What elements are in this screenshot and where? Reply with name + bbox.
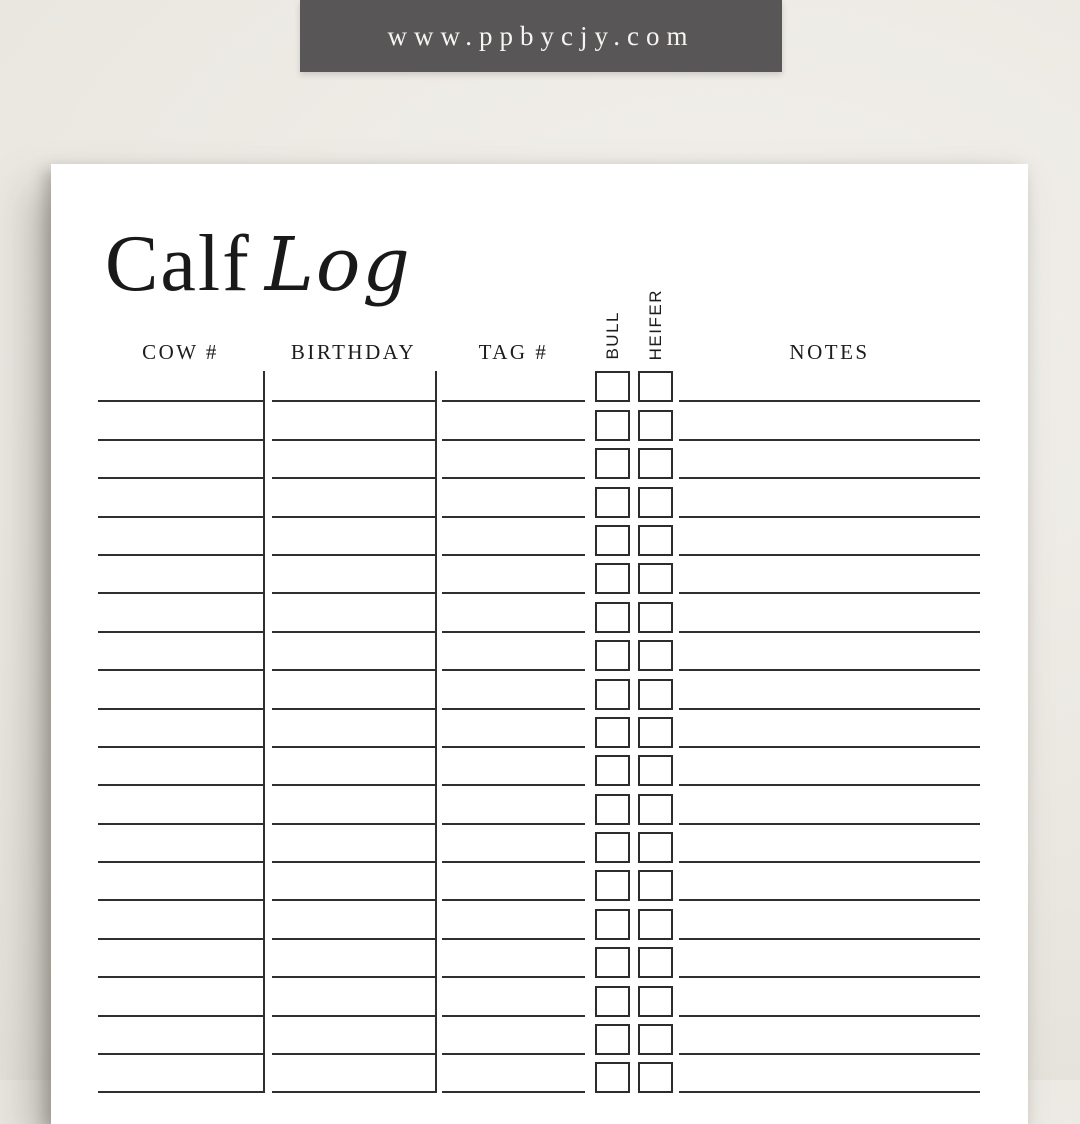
heifer-checkbox[interactable]: [638, 794, 673, 825]
notes-field[interactable]: [679, 710, 980, 748]
tag-number-field[interactable]: [442, 479, 585, 517]
heifer-checkbox[interactable]: [638, 717, 673, 748]
bull-checkbox[interactable]: [595, 947, 630, 978]
heifer-checkbox[interactable]: [638, 525, 673, 556]
tag-number-field[interactable]: [442, 786, 585, 824]
tag-number-field[interactable]: [442, 594, 585, 632]
notes-field[interactable]: [679, 518, 980, 556]
birthday-field[interactable]: [272, 594, 435, 632]
notes-field[interactable]: [679, 556, 980, 594]
tag-number-field[interactable]: [442, 748, 585, 786]
birthday-field[interactable]: [272, 1017, 435, 1055]
column-divider: [263, 402, 265, 440]
birthday-field[interactable]: [272, 479, 435, 517]
table-row: [51, 825, 1028, 863]
column-divider: [263, 863, 265, 901]
birthday-field[interactable]: [272, 556, 435, 594]
bull-checkbox[interactable]: [595, 870, 630, 901]
heifer-checkbox[interactable]: [638, 947, 673, 978]
tag-number-field[interactable]: [442, 556, 585, 594]
column-divider: [435, 940, 437, 978]
column-divider: [435, 825, 437, 863]
column-divider: [263, 825, 265, 863]
bull-checkbox[interactable]: [595, 717, 630, 748]
column-divider: [263, 556, 265, 594]
title-word-calf: Calf: [105, 220, 251, 308]
notes-field[interactable]: [679, 441, 980, 479]
column-divider: [435, 786, 437, 824]
bull-checkbox[interactable]: [595, 371, 630, 402]
notes-field[interactable]: [679, 364, 980, 402]
column-header-bull: [595, 276, 630, 364]
cow-number-field[interactable]: [98, 556, 263, 594]
column-divider: [435, 901, 437, 939]
table-row: [51, 364, 1028, 402]
page-title: [105, 220, 412, 308]
column-divider: [263, 594, 265, 632]
column-header-birthday: BIRTHDAY: [290, 340, 417, 364]
column-divider: [263, 748, 265, 786]
notes-field[interactable]: [679, 671, 980, 709]
notes-field[interactable]: [679, 594, 980, 632]
column-divider: [435, 1055, 437, 1093]
birthday-field[interactable]: [272, 978, 435, 1016]
tag-number-field[interactable]: [442, 671, 585, 709]
table-row: [51, 633, 1028, 671]
table-row: [51, 402, 1028, 440]
tag-number-field[interactable]: [442, 825, 585, 863]
notes-field[interactable]: [679, 1017, 980, 1055]
birthday-field[interactable]: [272, 786, 435, 824]
table-row: [51, 594, 1028, 632]
heifer-checkbox[interactable]: [638, 410, 673, 441]
notes-field[interactable]: [679, 479, 980, 517]
notes-field[interactable]: [679, 901, 980, 939]
cow-number-field[interactable]: [98, 479, 263, 517]
column-divider: [435, 556, 437, 594]
cow-number-field[interactable]: [98, 748, 263, 786]
column-header-heifer-label: HEIFER: [645, 288, 665, 360]
log-table: [51, 364, 1028, 1093]
notes-field[interactable]: [679, 748, 980, 786]
notes-field[interactable]: [679, 978, 980, 1016]
tag-number-field[interactable]: [442, 901, 585, 939]
cow-number-field[interactable]: [98, 786, 263, 824]
bull-checkbox[interactable]: [595, 1062, 630, 1093]
birthday-field[interactable]: [272, 1055, 435, 1093]
column-divider: [263, 1055, 265, 1093]
cow-number-field[interactable]: [98, 633, 263, 671]
cow-number-field[interactable]: [98, 1055, 263, 1093]
tag-number-field[interactable]: [442, 940, 585, 978]
birthday-field[interactable]: [272, 710, 435, 748]
heifer-checkbox[interactable]: [638, 832, 673, 863]
heifer-checkbox[interactable]: [638, 1024, 673, 1055]
bull-checkbox[interactable]: [595, 487, 630, 518]
watermark-banner: [300, 0, 782, 72]
notes-field[interactable]: [679, 402, 980, 440]
bull-checkbox[interactable]: [595, 640, 630, 671]
heifer-checkbox[interactable]: [638, 563, 673, 594]
heifer-checkbox[interactable]: [638, 909, 673, 940]
column-divider: [435, 1017, 437, 1055]
column-divider: [263, 901, 265, 939]
column-divider: [263, 1017, 265, 1055]
column-header-notes: NOTES: [789, 340, 870, 364]
cow-number-field[interactable]: [98, 671, 263, 709]
birthday-field[interactable]: [272, 901, 435, 939]
birthday-field[interactable]: [272, 441, 435, 479]
heifer-checkbox[interactable]: [638, 755, 673, 786]
bull-checkbox[interactable]: [595, 1024, 630, 1055]
bull-checkbox[interactable]: [595, 563, 630, 594]
cow-number-field[interactable]: [98, 594, 263, 632]
table-row: [51, 441, 1028, 479]
tag-number-field[interactable]: [442, 633, 585, 671]
table-row: [51, 671, 1028, 709]
bull-checkbox[interactable]: [595, 679, 630, 710]
column-divider: [435, 402, 437, 440]
column-divider: [263, 518, 265, 556]
birthday-field[interactable]: [272, 518, 435, 556]
heifer-checkbox[interactable]: [638, 679, 673, 710]
column-divider: [435, 748, 437, 786]
cow-number-field[interactable]: [98, 518, 263, 556]
heifer-checkbox[interactable]: [638, 1062, 673, 1093]
column-divider: [263, 479, 265, 517]
bull-checkbox[interactable]: [595, 525, 630, 556]
birthday-field[interactable]: [272, 364, 435, 402]
cow-number-field[interactable]: [98, 364, 263, 402]
column-header-heifer: [638, 264, 673, 364]
tag-number-field[interactable]: [442, 710, 585, 748]
bull-checkbox[interactable]: [595, 602, 630, 633]
bull-checkbox[interactable]: [595, 986, 630, 1017]
column-divider: [435, 978, 437, 1016]
column-divider: [263, 978, 265, 1016]
tag-number-field[interactable]: [442, 402, 585, 440]
cow-number-field[interactable]: [98, 1017, 263, 1055]
column-divider: [435, 371, 437, 402]
bull-checkbox[interactable]: [595, 909, 630, 940]
notes-field[interactable]: [679, 1055, 980, 1093]
tag-number-field[interactable]: [442, 364, 585, 402]
heifer-checkbox[interactable]: [638, 602, 673, 633]
column-divider: [263, 633, 265, 671]
notes-field[interactable]: [679, 825, 980, 863]
table-row: [51, 748, 1028, 786]
cow-number-field[interactable]: [98, 402, 263, 440]
heifer-checkbox[interactable]: [638, 986, 673, 1017]
birthday-field[interactable]: [272, 863, 435, 901]
table-row: [51, 518, 1028, 556]
column-divider: [435, 594, 437, 632]
tag-number-field[interactable]: [442, 441, 585, 479]
cow-number-field[interactable]: [98, 825, 263, 863]
bull-checkbox[interactable]: [595, 448, 630, 479]
table-row: [51, 1017, 1028, 1055]
website-url: www.ppbycjy.com: [387, 20, 695, 51]
column-divider: [435, 479, 437, 517]
cow-number-field[interactable]: [98, 901, 263, 939]
cow-number-field[interactable]: [98, 978, 263, 1016]
cow-number-field[interactable]: [98, 710, 263, 748]
table-row: [51, 479, 1028, 517]
column-divider: [435, 518, 437, 556]
table-row: [51, 863, 1028, 901]
heifer-checkbox[interactable]: [638, 640, 673, 671]
column-divider: [435, 633, 437, 671]
column-divider: [263, 441, 265, 479]
heifer-checkbox[interactable]: [638, 487, 673, 518]
tag-number-field[interactable]: [442, 1055, 585, 1093]
table-row: [51, 978, 1028, 1016]
tag-number-field[interactable]: [442, 1017, 585, 1055]
column-divider: [263, 786, 265, 824]
column-divider: [263, 671, 265, 709]
column-divider: [435, 441, 437, 479]
tag-number-field[interactable]: [442, 978, 585, 1016]
heifer-checkbox[interactable]: [638, 448, 673, 479]
column-divider: [435, 863, 437, 901]
column-header-bull-label: BULL: [602, 311, 622, 360]
tag-number-field[interactable]: [442, 863, 585, 901]
notes-field[interactable]: [679, 633, 980, 671]
cow-number-field[interactable]: [98, 441, 263, 479]
birthday-field[interactable]: [272, 825, 435, 863]
table-row: [51, 786, 1028, 824]
notes-field[interactable]: [679, 863, 980, 901]
table-row: [51, 901, 1028, 939]
table-row: [51, 940, 1028, 978]
notes-field[interactable]: [679, 940, 980, 978]
column-divider: [263, 940, 265, 978]
birthday-field[interactable]: [272, 402, 435, 440]
column-divider: [263, 710, 265, 748]
column-divider: [435, 671, 437, 709]
table-row: [51, 556, 1028, 594]
tag-number-field[interactable]: [442, 518, 585, 556]
bull-checkbox[interactable]: [595, 755, 630, 786]
column-divider: [263, 371, 265, 402]
title-word-log: Log: [264, 222, 412, 308]
bull-checkbox[interactable]: [595, 410, 630, 441]
notes-field[interactable]: [679, 786, 980, 824]
table-row: [51, 1055, 1028, 1093]
cow-number-field[interactable]: [98, 863, 263, 901]
birthday-field[interactable]: [272, 940, 435, 978]
birthday-field[interactable]: [272, 671, 435, 709]
birthday-field[interactable]: [272, 748, 435, 786]
printable-page: [51, 164, 1028, 1124]
column-header-cow-number: COW #: [142, 340, 219, 364]
heifer-checkbox[interactable]: [638, 870, 673, 901]
cow-number-field[interactable]: [98, 940, 263, 978]
column-divider: [435, 710, 437, 748]
column-header-tag-number: TAG #: [478, 340, 549, 364]
bull-checkbox[interactable]: [595, 794, 630, 825]
bull-checkbox[interactable]: [595, 832, 630, 863]
heifer-checkbox[interactable]: [638, 371, 673, 402]
table-row: [51, 710, 1028, 748]
birthday-field[interactable]: [272, 633, 435, 671]
